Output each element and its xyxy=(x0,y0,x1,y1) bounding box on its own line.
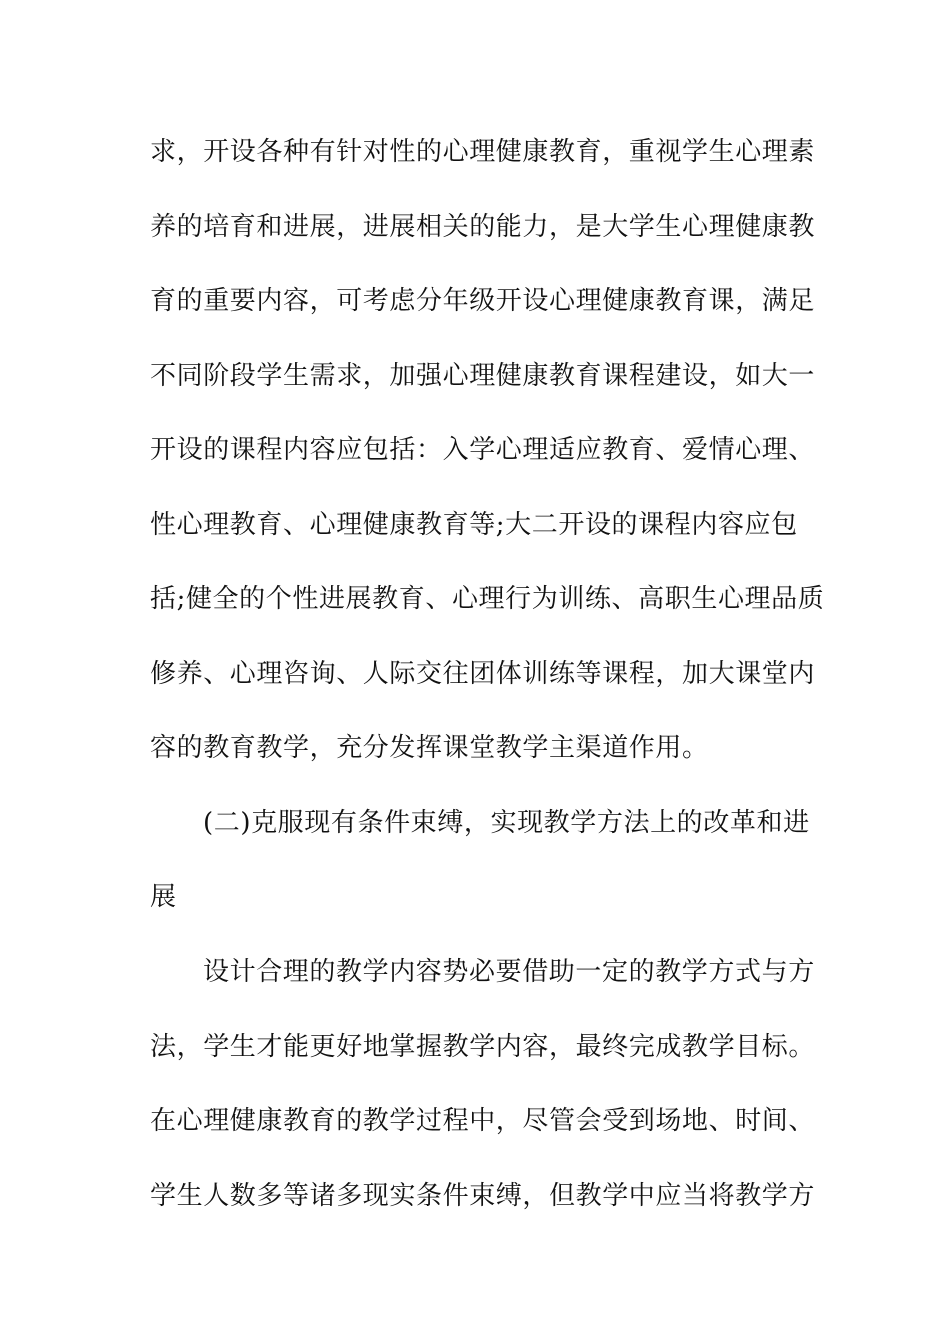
text-line: 育的重要内容，可考虑分年级开设心理健康教育课，满足 xyxy=(150,286,816,316)
heading-line: 展 xyxy=(150,882,177,912)
heading-line: (二)克服现有条件束缚，实现教学方法上的改革和进 xyxy=(203,808,810,838)
text-line: 开设的课程内容应包括：入学心理适应教育、爱情心理、 xyxy=(150,435,816,465)
text-line: 容的教育教学，充分发挥课堂教学主渠道作用。 xyxy=(150,733,709,763)
text-line: 求，开设各种有针对性的心理健康教育，重视学生心理素 xyxy=(150,137,816,167)
text-line: 修养、心理咨询、人际交往团体训练等课程，加大课堂内 xyxy=(150,659,816,689)
text-line: 不同阶段学生需求，加强心理健康教育课程建设，如大一 xyxy=(150,361,816,391)
text-line: 养的培育和进展，进展相关的能力，是大学生心理健康教 xyxy=(150,212,816,242)
text-line: 括;健全的个性进展教育、心理行为训练、高职生心理品质 xyxy=(150,584,825,614)
text-line: 学生人数多等诸多现实条件束缚，但教学中应当将教学方 xyxy=(150,1181,816,1211)
text-line: 性心理教育、心理健康教育等;大二开设的课程内容应包 xyxy=(150,510,798,540)
text-line: 法，学生才能更好地掌握教学内容，最终完成教学目标。 xyxy=(150,1032,816,1062)
text-line: 在心理健康教育的教学过程中，尽管会受到场地、时间、 xyxy=(150,1106,816,1136)
text-line: 设计合理的教学内容势必要借助一定的教学方式与方 xyxy=(203,957,815,987)
